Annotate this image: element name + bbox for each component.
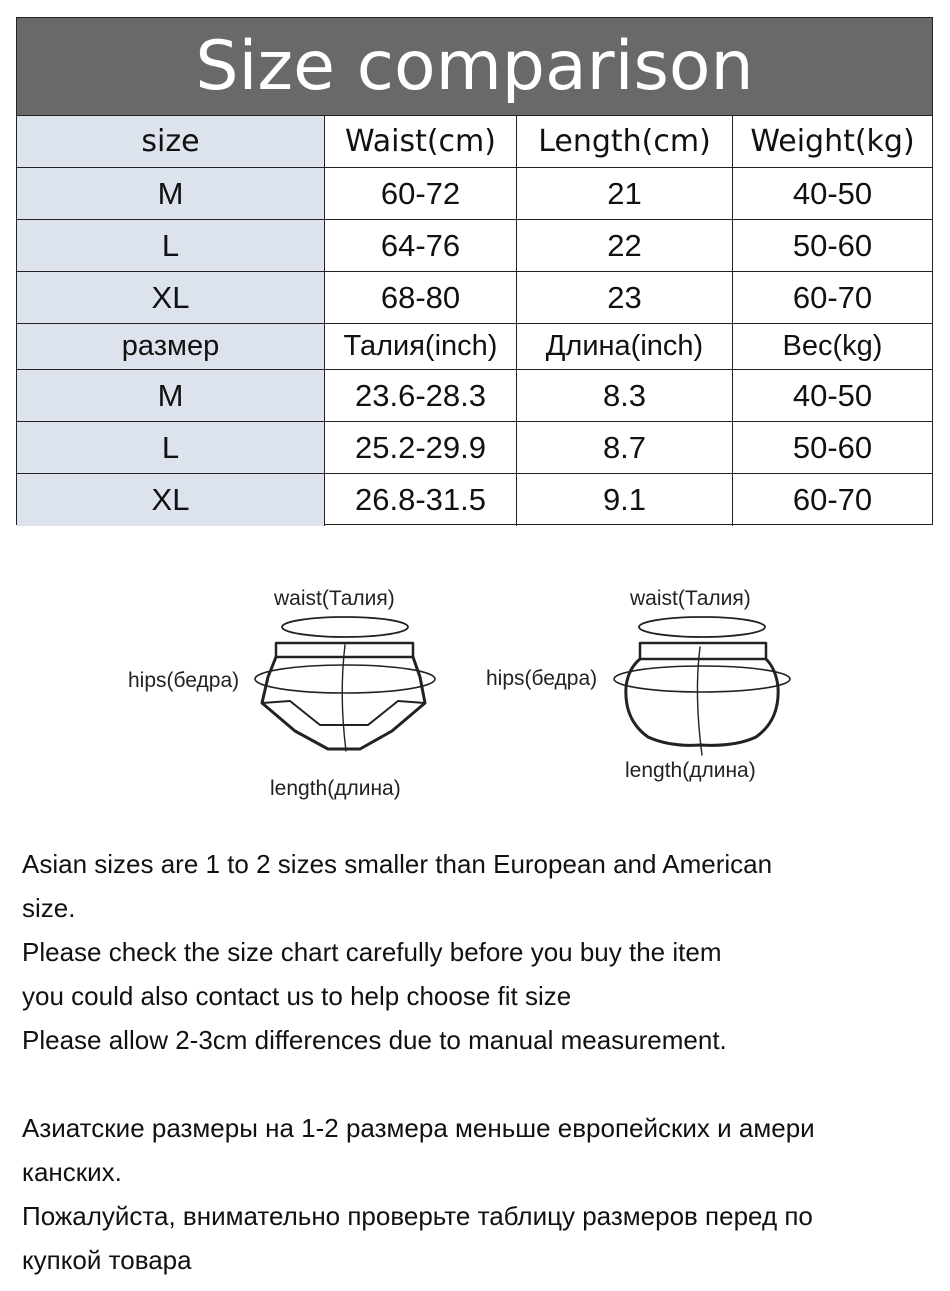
header-cell: размер bbox=[17, 324, 325, 369]
table-cell: 40-50 bbox=[792, 175, 873, 211]
length-label-right: length(длина) bbox=[625, 759, 756, 782]
table-cell: 22 bbox=[517, 220, 733, 271]
size-notes bbox=[22, 842, 937, 1282]
table-row bbox=[17, 474, 932, 526]
table-cell: 25.2-29.9 bbox=[325, 422, 517, 473]
table-cell: 23.6-28.3 bbox=[325, 370, 517, 421]
note-line: Please allow 2-3cm differences due to manual measurement. bbox=[22, 1025, 727, 1055]
header-cell: Weight(kg) bbox=[750, 124, 915, 159]
table-row bbox=[17, 220, 932, 272]
hips-label-right: hips(бедра) bbox=[486, 667, 598, 690]
header-cell: Length(cm) bbox=[517, 116, 733, 167]
table-cell: 60-72 bbox=[325, 168, 517, 219]
size-cell: M bbox=[17, 370, 325, 421]
table-row bbox=[17, 272, 932, 324]
note-line: size. bbox=[22, 893, 76, 923]
header-row-cm bbox=[17, 116, 932, 168]
header-cell: Bec(kg) bbox=[782, 330, 883, 362]
table-cell: 50-60 bbox=[792, 429, 873, 465]
size-cell: L bbox=[17, 220, 325, 271]
table-cell: 60-70 bbox=[792, 279, 873, 315]
note-line: Please check the size chart carefully before you buy the item bbox=[22, 937, 722, 967]
note-line: Пожалуйста, внимательно проверьте таблицу размеров перед по bbox=[22, 1201, 813, 1231]
waist-label-right: waist(Талия) bbox=[630, 587, 751, 610]
table-cell: 68-80 bbox=[325, 272, 517, 323]
note-line: канских. bbox=[22, 1157, 122, 1187]
header-cell: Длина(inch) bbox=[517, 324, 733, 369]
table-cell: 26.8-31.5 bbox=[325, 474, 517, 526]
table-cell: 60-70 bbox=[792, 482, 873, 517]
waist-label-left: waist(Талия) bbox=[274, 587, 395, 610]
note-line: купкой товара bbox=[22, 1245, 192, 1275]
brief-right-figure bbox=[614, 617, 790, 755]
header-cell: size bbox=[17, 116, 325, 167]
header-row-inch bbox=[17, 324, 932, 370]
table-row bbox=[17, 168, 932, 220]
hips-label-left: hips(бедра) bbox=[128, 669, 240, 692]
spacer bbox=[22, 1062, 937, 1106]
note-line: Asian sizes are 1 to 2 sizes smaller than European and American bbox=[22, 849, 773, 879]
table-cell: 64-76 bbox=[325, 220, 517, 271]
length-label-left: length(длина) bbox=[270, 777, 401, 800]
table-cell: 8.7 bbox=[517, 422, 733, 473]
table-cell: 40-50 bbox=[792, 377, 873, 413]
header-cell: Waist(cm) bbox=[325, 116, 517, 167]
size-cell: XL bbox=[17, 272, 325, 323]
table-cell: 9.1 bbox=[517, 474, 733, 526]
brief-left-figure bbox=[255, 617, 435, 751]
size-table bbox=[16, 17, 933, 525]
table-cell: 23 bbox=[517, 272, 733, 323]
briefs-illustration bbox=[0, 575, 950, 815]
note-line: you could also contact us to help choose fit size bbox=[22, 981, 572, 1011]
size-cell: M bbox=[17, 168, 325, 219]
measurement-diagram bbox=[0, 575, 950, 815]
header-cell: Талия(inch) bbox=[325, 324, 517, 369]
note-line: Азиатские размеры на 1-2 размера меньше европейских и амери bbox=[22, 1113, 815, 1143]
table-row bbox=[17, 370, 932, 422]
table-cell: 21 bbox=[517, 168, 733, 219]
table-cell: 8.3 bbox=[517, 370, 733, 421]
table-row bbox=[17, 422, 932, 474]
size-cell: L bbox=[17, 422, 325, 473]
table-title: Size comparison bbox=[17, 18, 932, 116]
table-cell: 50-60 bbox=[792, 227, 873, 263]
size-cell: XL bbox=[17, 474, 325, 526]
